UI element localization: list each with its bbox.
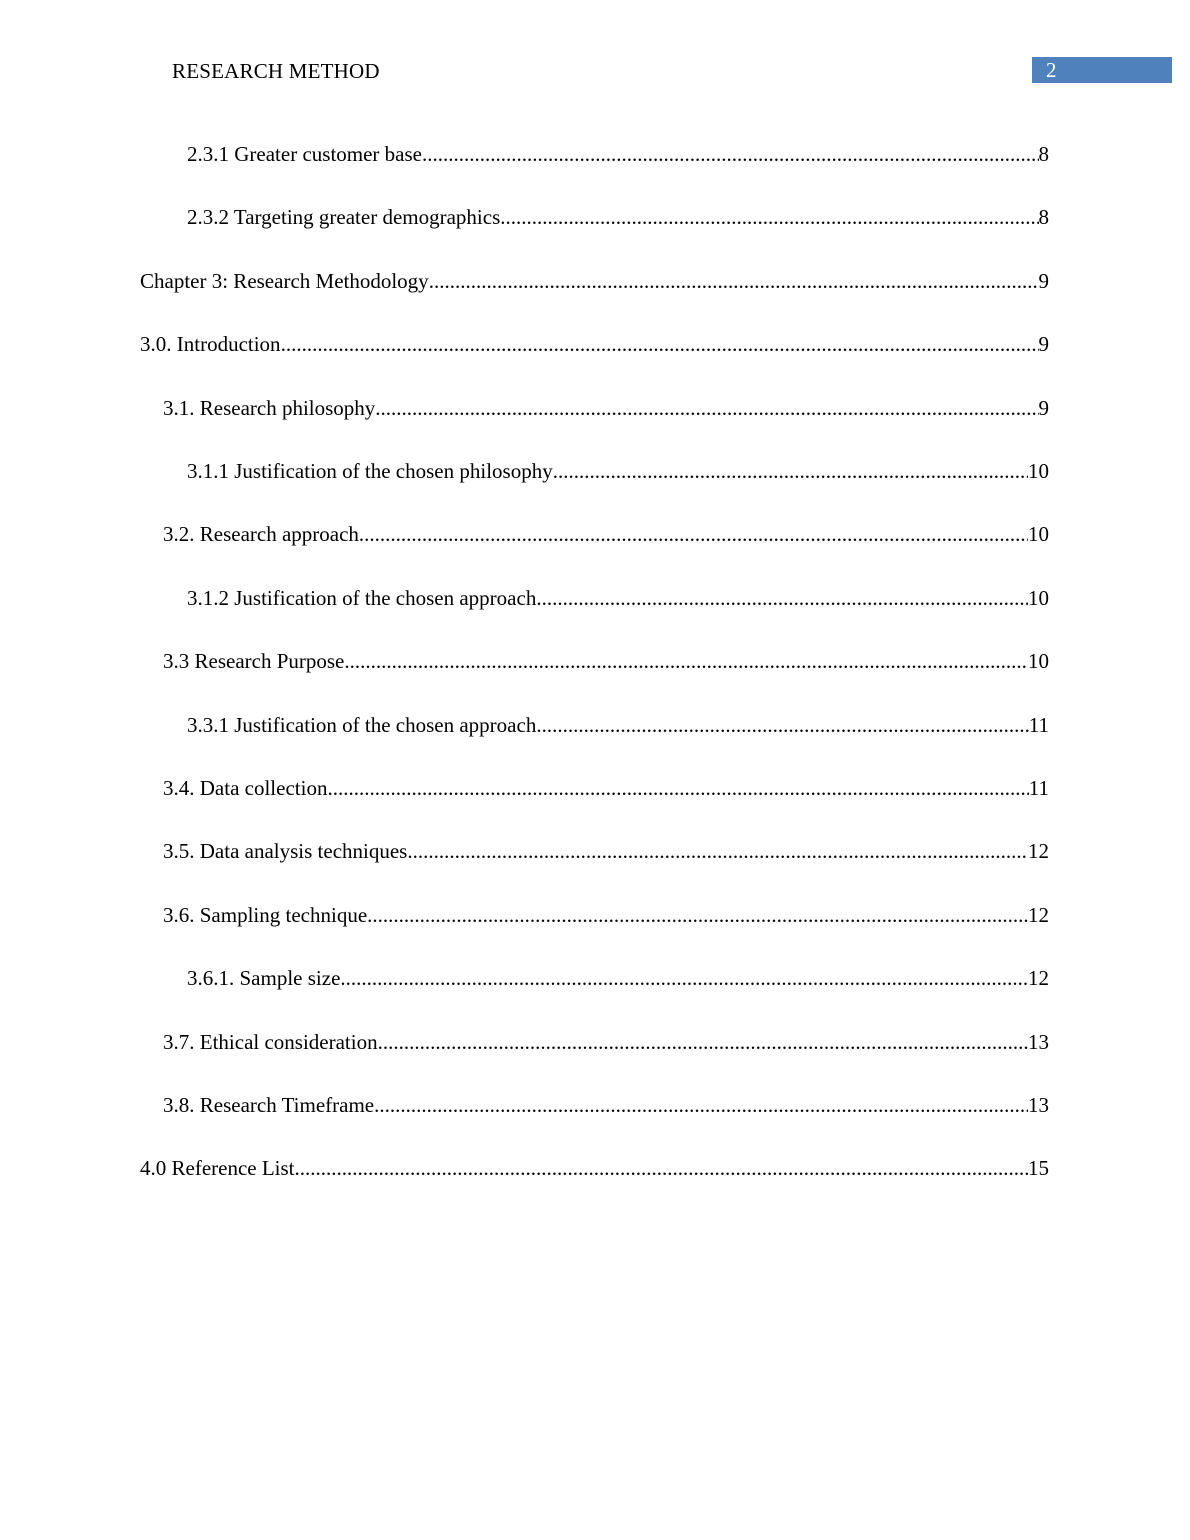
toc-dot-leader [281,330,1039,358]
page-number-badge [1032,57,1172,83]
toc-entry-label: 3.1.2 Justification of the chosen approach [187,586,537,610]
toc-entry-label: 3.2. Research approach [163,522,359,546]
toc-entry-label: 3.6. Sampling technique [163,903,368,927]
toc-entry-page: 13 [1028,1030,1049,1054]
toc-dot-leader [500,203,1038,231]
toc-entry-label: 3.1.1 Justification of the chosen philosophy [187,459,553,483]
toc-entry[interactable] [187,140,1049,168]
toc-entry-page: 10 [1028,649,1049,673]
toc-entry[interactable] [140,1154,1049,1182]
toc-dot-leader [295,1154,1028,1182]
toc-entry-page: 15 [1028,1156,1049,1180]
toc-entry-label: 3.5. Data analysis techniques [163,839,408,863]
toc-dot-leader [536,711,1028,739]
toc-dot-leader [344,647,1028,675]
page-number: 2 [1046,58,1057,82]
toc-entry-label: 4.0 Reference List [140,1156,295,1180]
toc-entry[interactable] [163,1028,1049,1056]
toc-entry[interactable] [163,774,1049,802]
toc-entry-page: 10 [1028,522,1049,546]
toc-dot-leader [553,457,1028,485]
toc-dot-leader [367,901,1028,929]
toc-entry-page: 9 [1038,396,1049,420]
toc-entry-label: 3.8. Research Timeframe [163,1093,375,1117]
toc-entry-label: 3.0. Introduction [140,332,281,356]
toc-entry-label: Chapter 3: Research Methodology [140,269,429,293]
toc-entry[interactable] [163,1091,1049,1119]
toc-dot-leader [327,774,1028,802]
toc-dot-leader [374,1091,1028,1119]
toc-entry-label: 3.4. Data collection [163,776,328,800]
toc-entry-page: 11 [1028,713,1049,737]
toc-entry-page: 9 [1038,269,1049,293]
toc-entry-label: 3.6.1. Sample size [187,966,341,990]
toc-entry-label: 2.3.1 Greater customer base [187,142,422,166]
toc-dot-leader [375,394,1038,422]
toc-entry[interactable] [163,520,1049,548]
toc-entry[interactable] [163,901,1049,929]
toc-entry-page: 10 [1028,586,1049,610]
toc-entry-label: 3.1. Research philosophy [163,396,376,420]
toc-entry-page: 13 [1028,1093,1049,1117]
toc-entry-label: 3.3 Research Purpose [163,649,345,673]
toc-entry-page: 10 [1028,459,1049,483]
toc-dot-leader [429,267,1039,295]
toc-entry[interactable] [163,394,1049,422]
toc-dot-leader [378,1028,1028,1056]
toc-entry-label: 3.7. Ethical consideration [163,1030,378,1054]
toc-entry[interactable] [163,837,1049,865]
toc-entry[interactable] [163,647,1049,675]
header-title: RESEARCH METHOD [172,59,380,83]
toc-entry-page: 8 [1038,205,1049,229]
toc-entry-page: 9 [1038,332,1049,356]
toc-dot-leader [359,520,1028,548]
toc-entry[interactable] [187,457,1049,485]
toc-entry[interactable] [187,964,1049,992]
toc-entry-page: 8 [1038,142,1049,166]
toc-entry-page: 12 [1028,966,1049,990]
toc-dot-leader [340,964,1028,992]
toc-dot-leader [422,140,1039,168]
toc-entry[interactable] [140,267,1049,295]
toc-entry[interactable] [187,584,1049,612]
toc-entry[interactable] [187,711,1049,739]
toc-dot-leader [536,584,1028,612]
toc-entry-page: 12 [1028,903,1049,927]
toc-entry-page: 12 [1028,839,1049,863]
toc-entry[interactable] [187,203,1049,231]
toc-entry[interactable] [140,330,1049,358]
toc-entry-label: 3.3.1 Justification of the chosen approach [187,713,537,737]
toc-entry-label: 2.3.2 Targeting greater demographics [187,205,501,229]
toc-entry-page: 11 [1028,776,1049,800]
toc-dot-leader [407,837,1028,865]
